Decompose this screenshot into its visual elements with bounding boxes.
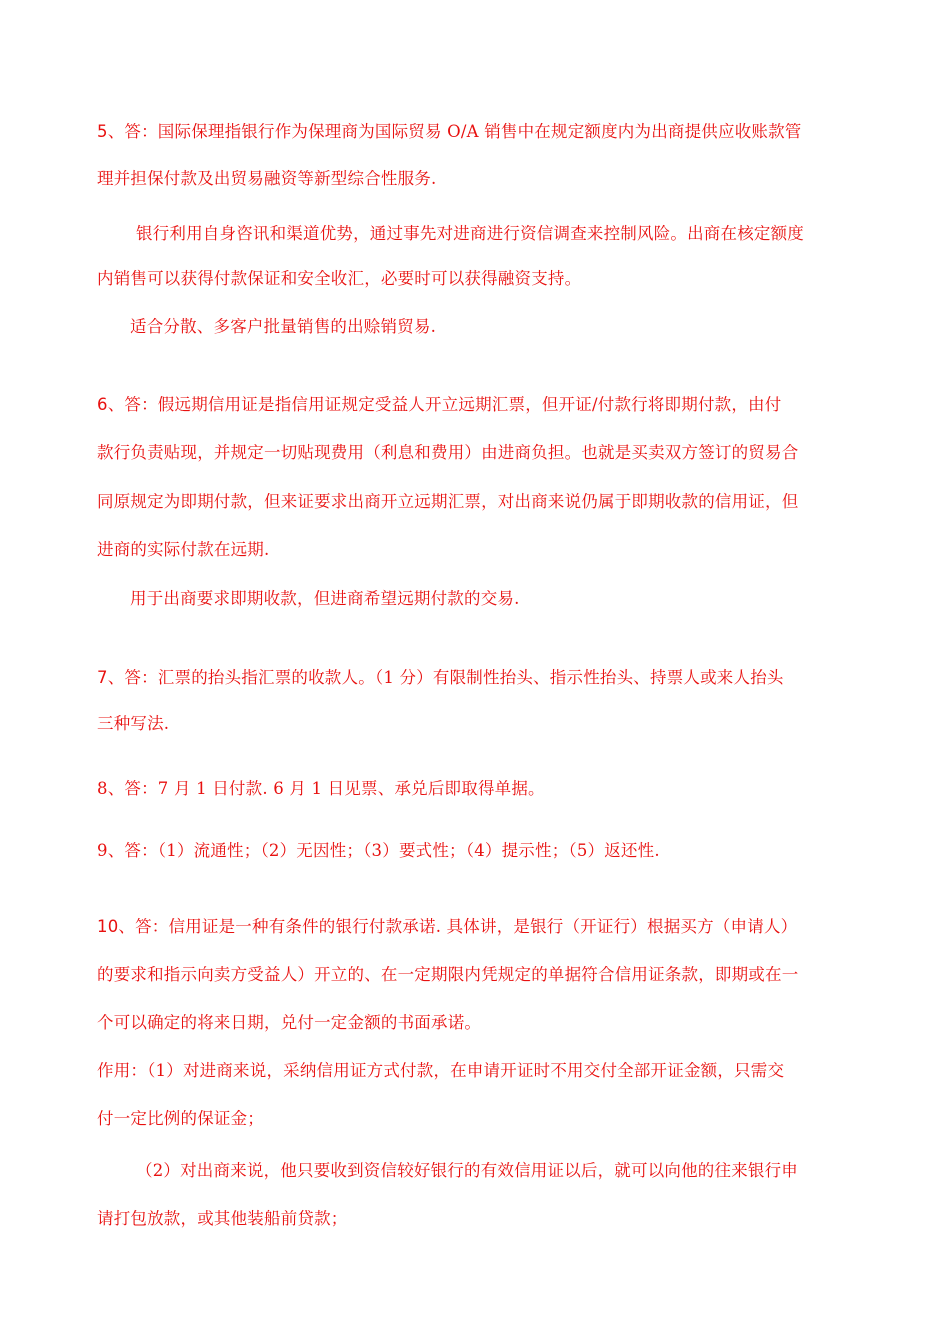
answer-10-line-4: 作用：（1）对进商来说，采纳信用证方式付款，在申请开证时不用交付全部开证金额，只需交 bbox=[97, 1061, 785, 1080]
answer-10-line-7: 请打包放款，或其他装船前贷款； bbox=[97, 1209, 348, 1228]
answer-6-line-1 bbox=[97, 394, 857, 416]
answer-9: 9、答：（1）流通性；（2）无因性；（3）要式性；（4）提示性；（5）返还性. bbox=[97, 841, 660, 860]
answer-5-line-2: 理并担保付款及出贸易融资等新型综合性服务. bbox=[97, 169, 437, 188]
answer-5-number: 5 bbox=[97, 122, 108, 141]
answer-5-line-3: 银行利用自身咨讯和渠道优势，通过事先对进商进行资信调查来控制风险。出商在核定额度 bbox=[136, 224, 804, 243]
answer-10-line-5: 付一定比例的保证金； bbox=[97, 1109, 264, 1128]
answer-6-number: 6 bbox=[97, 395, 108, 414]
answer-5-line-5: 适合分散、多客户批量销售的出赊销贸易. bbox=[130, 317, 437, 336]
answer-8: 8、答：7 月 1 日付款. 6 月 1 日见票、承兑后即取得单据。 bbox=[97, 779, 545, 798]
answer-10-text: 、答：信用证是一种有条件的银行付款承诺. 具体讲，是银行（开证行）根据买方（申请人） bbox=[118, 917, 798, 936]
answer-5-line-1 bbox=[97, 121, 857, 143]
answer-10-line-1 bbox=[97, 916, 857, 938]
answer-6-line-2: 款行负责贴现，并规定一切贴现费用（利息和费用）由进商负担。也就是买卖双方签订的贸易合 bbox=[97, 443, 799, 462]
answer-10-line-2: 的要求和指示向卖方受益人）开立的、在一定期限内凭规定的单据符合信用证条款，即期或在一 bbox=[97, 965, 799, 984]
answer-6-text: 、答：假远期信用证是指信用证规定受益人开立远期汇票，但开证/付款行将即期付款，由付 bbox=[107, 395, 782, 414]
answer-6-line-4: 进商的实际付款在远期. bbox=[97, 540, 270, 559]
answer-7-line-1 bbox=[97, 667, 857, 689]
answer-10-line-6: （2）对出商来说，他只要收到资信较好银行的有效信用证以后，就可以向他的往来银行申 bbox=[136, 1161, 798, 1180]
answer-7-text: 、答：汇票的抬头指汇票的收款人。（1 分）有限制性抬头、指示性抬头、持票人或来人抬头 bbox=[107, 668, 784, 687]
answer-5-text: 、答：国际保理指银行作为保理商为国际贸易 O/A 销售中在规定额度内为出商提供应收账款管 bbox=[107, 122, 802, 141]
answer-10-line-3: 个可以确定的将来日期，兑付一定金额的书面承诺。 bbox=[97, 1013, 482, 1032]
answer-7-number: 7 bbox=[97, 668, 108, 687]
answer-6-line-3: 同原规定为即期付款，但来证要求出商开立远期汇票，对出商来说仍属于即期收款的信用证，但 bbox=[97, 492, 799, 511]
answer-10-number: 10 bbox=[97, 917, 119, 936]
answer-6-line-5: 用于出商要求即期收款，但进商希望远期付款的交易. bbox=[130, 589, 520, 608]
answer-7-line-2: 三种写法. bbox=[97, 714, 170, 733]
answer-5-line-4: 内销售可以获得付款保证和安全收汇，必要时可以获得融资支持。 bbox=[97, 269, 582, 288]
